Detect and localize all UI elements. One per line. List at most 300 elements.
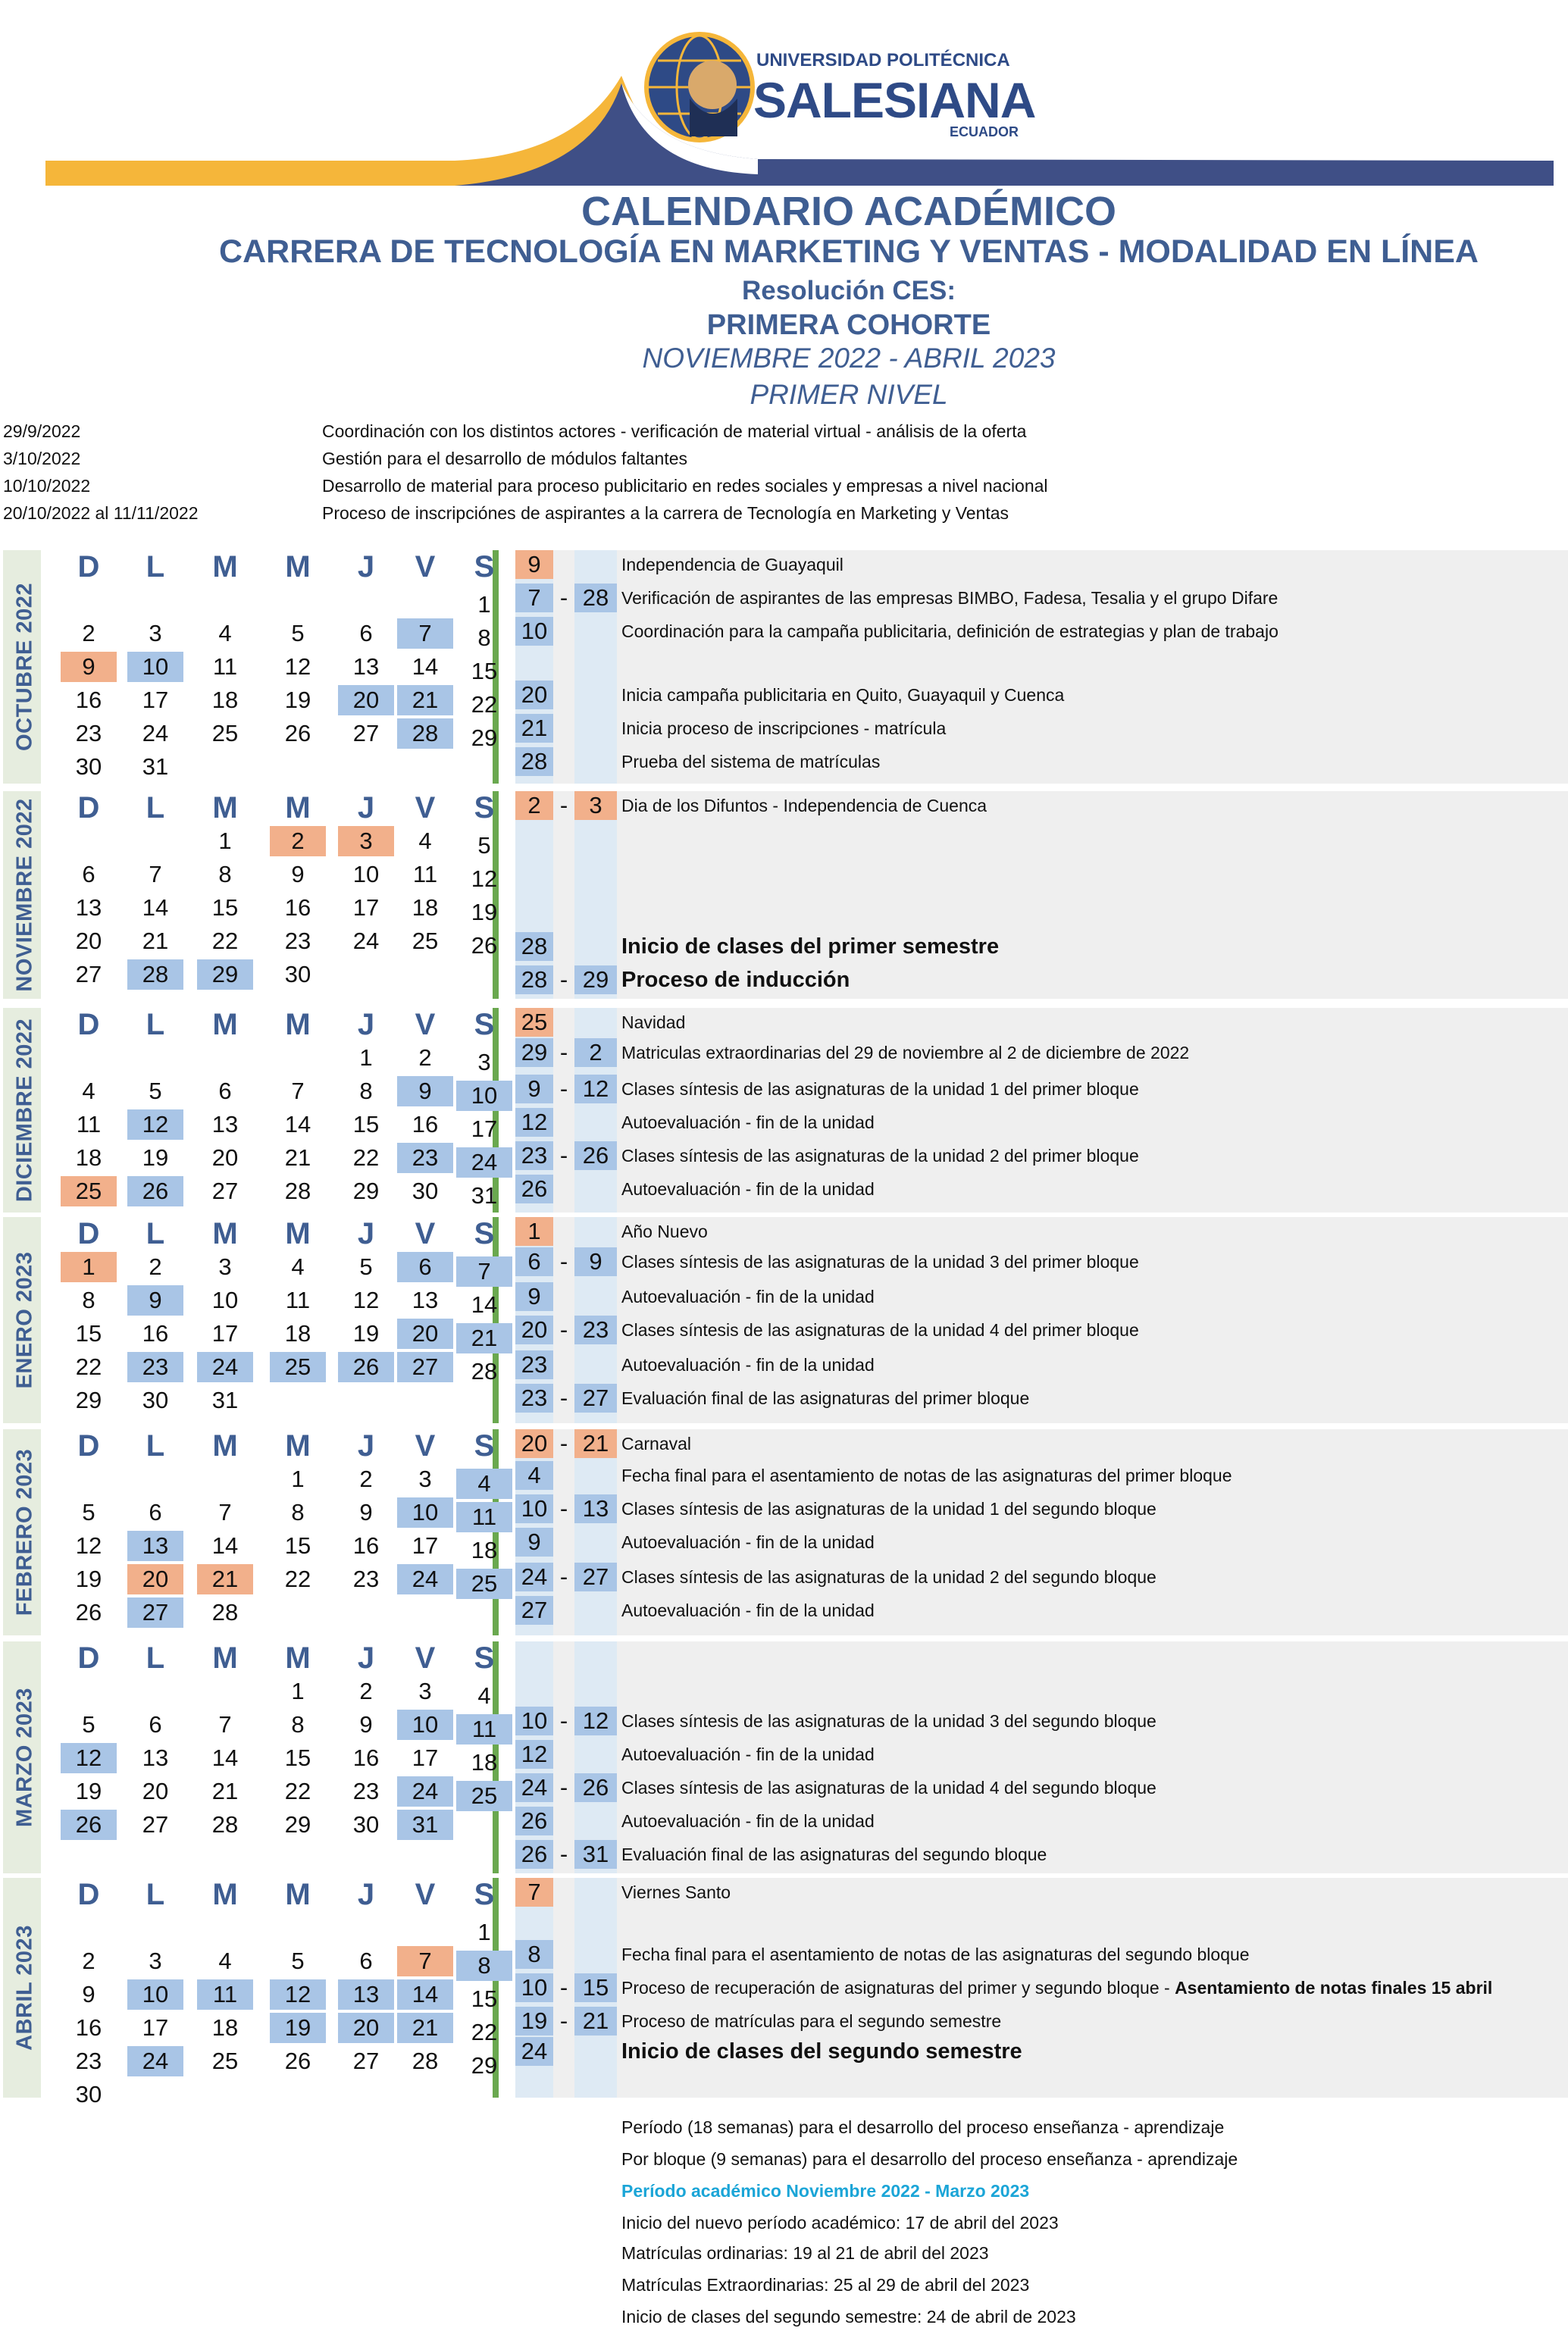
calendar-day[interactable]: 26 [75, 1599, 102, 1626]
event-end-day: 28 [574, 584, 617, 612]
calendar-day[interactable]: 13 [338, 1979, 394, 2010]
event-start-day: 27 [515, 1596, 553, 1625]
calendar-day[interactable]: 4 [291, 1253, 305, 1280]
calendar-day[interactable]: 28 [412, 2048, 439, 2074]
calendar-day[interactable]: 17 [211, 1320, 239, 1347]
calendar-day[interactable]: 28 [471, 1358, 498, 1385]
weekday-header: S [474, 1878, 495, 1911]
calendar-day[interactable]: 7 [397, 1946, 453, 1976]
event-description [621, 2007, 1001, 2036]
calendar-day[interactable]: 3 [418, 1678, 432, 1704]
calendar-day[interactable]: 20 [338, 685, 394, 715]
calendar-day[interactable]: 4 [477, 1682, 491, 1709]
calendar-day[interactable]: 11 [76, 1111, 102, 1137]
calendar-day[interactable]: 27 [142, 1811, 169, 1838]
event-start-day: 26 [515, 1175, 553, 1203]
event-start-day: 7 [515, 1878, 553, 1907]
event-row [0, 932, 1568, 961]
calendar-day[interactable]: 4 [82, 1078, 95, 1104]
calendar-day[interactable]: 14 [211, 1745, 239, 1771]
calendar-day[interactable]: 6 [359, 1948, 373, 1974]
calendar-day[interactable]: 8 [82, 1287, 95, 1313]
weekday-header: J [357, 1641, 375, 1675]
calendar-day[interactable]: 31 [142, 753, 169, 780]
calendar-day[interactable]: 6 [149, 1711, 162, 1738]
calendar-day[interactable]: 7 [218, 1499, 232, 1525]
weekday-header: L [146, 1878, 165, 1911]
calendar-day[interactable]: 20 [338, 2013, 394, 2043]
event-row [0, 1316, 1568, 1344]
calendar-day[interactable]: 28 [397, 718, 453, 749]
calendar-day[interactable]: 18 [75, 1144, 102, 1171]
calendar-day[interactable]: 1 [477, 591, 491, 618]
calendar-day[interactable]: 16 [142, 1320, 169, 1347]
calendar-day[interactable]: 10 [397, 1710, 453, 1740]
calendar-day[interactable]: 12 [352, 1287, 380, 1313]
month-block [0, 791, 1568, 999]
calendar-day[interactable]: 15 [75, 1320, 102, 1347]
calendar-day[interactable]: 26 [284, 2048, 311, 2074]
calendar-day[interactable]: 8 [291, 1499, 305, 1525]
calendar-day[interactable]: 17 [412, 1745, 439, 1771]
calendar-day[interactable]: 6 [218, 1078, 232, 1104]
calendar-day[interactable]: 9 [127, 1285, 183, 1316]
calendar-day[interactable]: 25 [412, 928, 439, 954]
event-range-dash: - [559, 2007, 568, 2034]
weekday-header: S [474, 791, 495, 825]
event-start-day: 24 [515, 1773, 553, 1802]
calendar-day[interactable]: 19 [284, 687, 311, 713]
calendar-day[interactable]: 15 [211, 894, 239, 921]
calendar-day[interactable]: 3 [218, 1253, 232, 1280]
calendar-day[interactable]: 29 [471, 724, 498, 751]
event-start-day: 23 [515, 1350, 553, 1379]
calendar-day[interactable]: 14 [284, 1111, 311, 1137]
event-description [621, 1596, 875, 1625]
event-row [0, 1973, 1568, 2002]
calendar-day[interactable]: 22 [284, 1778, 311, 1804]
calendar-day[interactable]: 11 [285, 1287, 311, 1313]
calendar-day[interactable]: 14 [412, 653, 439, 680]
month-label: FEBRERO 2023 [12, 1448, 37, 1616]
calendar-day[interactable]: 23 [352, 1778, 380, 1804]
calendar-day[interactable]: 26 [127, 1176, 183, 1206]
calendar-day[interactable]: 28 [211, 1599, 239, 1626]
calendar-day[interactable]: 8 [456, 1951, 512, 1981]
calendar-day[interactable]: 30 [352, 1811, 380, 1838]
calendar-day[interactable]: 11 [197, 1979, 253, 2010]
event-description [621, 1429, 691, 1458]
calendar-day[interactable]: 23 [352, 1566, 380, 1592]
calendar-day[interactable]: 13 [142, 1745, 169, 1771]
event-row [0, 617, 1568, 646]
calendar-day[interactable]: 9 [291, 861, 305, 887]
calendar-day[interactable]: 12 [284, 653, 311, 680]
calendar-day[interactable]: 18 [211, 687, 239, 713]
event-description [621, 1940, 1250, 1969]
calendar-day[interactable]: 18 [412, 894, 439, 921]
calendar-day[interactable]: 29 [352, 1178, 380, 1204]
logo-top-text: UNIVERSIDAD POLITÉCNICA [756, 50, 1010, 70]
calendar-day[interactable]: 5 [291, 1948, 305, 1974]
calendar-day[interactable]: 22 [471, 2019, 498, 2045]
calendar-day[interactable]: 17 [352, 894, 380, 921]
event-start-day: 9 [515, 1528, 553, 1557]
weekday-header: M [285, 1217, 311, 1250]
calendar-day[interactable]: 31 [211, 1387, 239, 1413]
calendar-day[interactable]: 3 [418, 1466, 432, 1492]
event-start-day: 8 [515, 1940, 553, 1969]
calendar-day[interactable]: 29 [75, 1387, 102, 1413]
calendar-day[interactable]: 13 [211, 1111, 239, 1137]
event-description-text: Proceso de matrículas para el segundo semestre [621, 2011, 1002, 2031]
calendar-day[interactable]: 5 [291, 620, 305, 646]
weekday-header: L [146, 1008, 165, 1041]
event-range-dash: - [559, 1075, 568, 1102]
calendar-day[interactable]: 10 [127, 1979, 183, 2010]
calendar-day[interactable]: 22 [75, 1353, 102, 1380]
calendar-day[interactable]: 10 [211, 1287, 239, 1313]
calendar-day[interactable]: 21 [397, 2013, 453, 2043]
event-description-text: Proceso de inducción [621, 968, 850, 992]
calendar-day[interactable]: 24 [127, 2046, 183, 2076]
calendar-day[interactable]: 23 [284, 928, 311, 954]
calendar-day[interactable]: 30 [412, 1178, 439, 1204]
calendar-day[interactable]: 11 [456, 1502, 512, 1532]
calendar-day[interactable]: 12 [471, 865, 498, 892]
calendar-day[interactable]: 8 [359, 1078, 373, 1104]
weekday-header: S [474, 1641, 495, 1675]
cohort-title: PRIMERA COHORTE [706, 309, 991, 341]
calendar-day[interactable]: 26 [338, 1352, 394, 1382]
calendar-day[interactable]: 16 [352, 1532, 380, 1559]
calendar-day[interactable]: 25 [61, 1176, 117, 1206]
calendar-day[interactable]: 10 [352, 861, 380, 887]
calendar-day[interactable]: 8 [291, 1711, 305, 1738]
calendar-day[interactable]: 20 [127, 1564, 183, 1594]
calendar-day[interactable]: 24 [397, 1564, 453, 1594]
calendar-day[interactable]: 27 [127, 1597, 183, 1628]
calendar-day[interactable]: 4 [456, 1469, 512, 1499]
calendar-day[interactable]: 14 [211, 1532, 239, 1559]
footer-note: Matrículas ordinarias: 19 al 21 de abril del 2023 [621, 2243, 989, 2263]
event-description [621, 2037, 1022, 2066]
calendar-day[interactable]: 11 [456, 1714, 512, 1745]
event-range-dash: - [559, 1385, 568, 1411]
calendar-day[interactable]: 8 [477, 624, 491, 651]
calendar-day[interactable]: 25 [270, 1352, 326, 1382]
calendar-day[interactable]: 26 [284, 720, 311, 746]
calendar-day[interactable]: 5 [149, 1078, 162, 1104]
calendar-day[interactable]: 1 [359, 1044, 373, 1071]
calendar-day[interactable]: 20 [211, 1144, 239, 1171]
event-end-day: 27 [574, 1563, 617, 1591]
calendar-day[interactable]: 29 [471, 2052, 498, 2079]
calendar-day[interactable]: 4 [418, 828, 432, 854]
calendar-day[interactable]: 24 [142, 720, 169, 746]
calendar-day[interactable]: 28 [211, 1811, 239, 1838]
calendar-day[interactable]: 27 [211, 1178, 239, 1204]
calendar-day[interactable]: 31 [471, 1182, 498, 1209]
calendar-day[interactable]: 19 [270, 2013, 326, 2043]
event-description-text: Navidad [621, 1012, 686, 1032]
calendar-day[interactable]: 23 [75, 720, 102, 746]
weekday-header: M [285, 1429, 311, 1463]
calendar-day[interactable]: 12 [61, 1743, 117, 1773]
calendar-day[interactable]: 7 [218, 1711, 232, 1738]
event-description-text: Año Nuevo [621, 1222, 708, 1241]
calendar-day[interactable]: 12 [270, 1979, 326, 2010]
calendar-day[interactable]: 1 [291, 1678, 305, 1704]
calendar-day[interactable]: 25 [456, 1781, 512, 1811]
event-description-text: Autoevaluación - fin de la unidad [621, 1601, 875, 1620]
calendar-day[interactable]: 30 [75, 2081, 102, 2107]
calendar-day[interactable]: 3 [149, 620, 162, 646]
event-description-text: Autoevaluación - fin de la unidad [621, 1355, 875, 1375]
calendar-day[interactable]: 14 [397, 1979, 453, 2010]
calendar-day[interactable]: 24 [397, 1776, 453, 1807]
calendar-day[interactable]: 9 [359, 1711, 373, 1738]
calendar-day[interactable]: 30 [75, 753, 102, 780]
calendar-day[interactable]: 7 [397, 618, 453, 649]
calendar-day[interactable]: 17 [412, 1532, 439, 1559]
calendar-day[interactable]: 11 [212, 653, 238, 680]
calendar-day[interactable]: 28 [284, 1178, 311, 1204]
calendar-day[interactable]: 3 [338, 826, 394, 856]
event-row [0, 1008, 1568, 1037]
calendar-day[interactable]: 10 [127, 652, 183, 682]
calendar-day[interactable]: 6 [359, 620, 373, 646]
calendar-day[interactable]: 16 [412, 1111, 439, 1137]
calendar-day[interactable]: 21 [397, 685, 453, 715]
calendar-day[interactable]: 10 [397, 1497, 453, 1528]
calendar-day[interactable]: 20 [142, 1778, 169, 1804]
calendar-day[interactable]: 9 [359, 1499, 373, 1525]
calendar-day[interactable]: 15 [284, 1532, 311, 1559]
calendar-day[interactable]: 4 [218, 1948, 232, 1974]
event-start-day: 24 [515, 1563, 553, 1591]
calendar-day[interactable]: 15 [471, 658, 498, 684]
event-row [0, 550, 1568, 579]
event-start-day: 12 [515, 1108, 553, 1137]
calendar-day[interactable]: 5 [477, 832, 491, 859]
calendar-day[interactable]: 18 [471, 1749, 498, 1776]
calendar-day[interactable]: 19 [142, 1144, 169, 1171]
calendar-day[interactable]: 13 [127, 1531, 183, 1561]
calendar-day[interactable]: 16 [284, 894, 311, 921]
intro-desc: Gestión para el desarrollo de módulos faltantes [322, 449, 688, 468]
calendar-day[interactable]: 31 [397, 1810, 453, 1840]
calendar-day[interactable]: 26 [61, 1810, 117, 1840]
calendar-day[interactable]: 3 [149, 1948, 162, 1974]
calendar-day[interactable]: 2 [149, 1253, 162, 1280]
calendar-day[interactable]: 19 [352, 1320, 380, 1347]
event-description-text: Viernes Santo [621, 1882, 731, 1902]
calendar-day[interactable]: 3 [477, 1049, 491, 1075]
calendar-day[interactable]: 24 [197, 1352, 253, 1382]
calendar-day[interactable]: 17 [142, 2014, 169, 2041]
calendar-day[interactable]: 9 [397, 1076, 453, 1106]
calendar-day[interactable]: 6 [397, 1252, 453, 1282]
event-description-text: Inicio de clases del primer semestre [621, 934, 1000, 959]
calendar-day[interactable]: 1 [477, 1919, 491, 1945]
event-end-day: 15 [574, 1973, 617, 2002]
calendar-day[interactable]: 16 [75, 2014, 102, 2041]
footer-note: Inicio de clases del segundo semestre: 24 de abril de 2023 [621, 2307, 1076, 2327]
weekday-header: D [77, 1008, 100, 1041]
calendar-day[interactable]: 30 [142, 1387, 169, 1413]
calendar-day[interactable]: 15 [352, 1111, 380, 1137]
calendar-day[interactable]: 11 [412, 861, 438, 887]
calendar-day[interactable]: 14 [471, 1291, 498, 1318]
event-description [621, 1108, 875, 1137]
calendar-day[interactable]: 19 [75, 1566, 102, 1592]
event-end-day: 2 [574, 1038, 617, 1067]
event-description [621, 1807, 875, 1835]
calendar-day[interactable]: 25 [211, 2048, 239, 2074]
calendar-day[interactable]: 15 [284, 1745, 311, 1771]
event-description [621, 1563, 1156, 1591]
calendar-day[interactable]: 1 [61, 1252, 117, 1282]
calendar-day[interactable]: 21 [211, 1778, 239, 1804]
event-description-text: Evaluación final de las asignaturas del segundo bloque [621, 1845, 1047, 1864]
month-block [0, 550, 1568, 784]
logo-main-text: SALESIANA [753, 72, 1036, 128]
calendar-day[interactable]: 6 [82, 861, 95, 887]
calendar-day[interactable]: 20 [75, 928, 102, 954]
calendar-day[interactable]: 24 [456, 1147, 512, 1178]
calendar-day[interactable]: 13 [352, 653, 380, 680]
calendar-day[interactable]: 5 [82, 1711, 95, 1738]
weekday-header: V [415, 1641, 436, 1675]
calendar-day[interactable]: 16 [75, 687, 102, 713]
event-start-day: 9 [515, 1282, 553, 1311]
event-start-day: 6 [515, 1247, 553, 1276]
calendar-day[interactable]: 16 [352, 1745, 380, 1771]
calendar-day[interactable]: 17 [471, 1116, 498, 1142]
calendar-day[interactable]: 24 [352, 928, 380, 954]
calendar-day[interactable]: 1 [291, 1466, 305, 1492]
calendar-day[interactable]: 2 [82, 620, 95, 646]
calendar-day[interactable]: 18 [284, 1320, 311, 1347]
calendar-day[interactable]: 2 [82, 1948, 95, 1974]
calendar-day[interactable]: 21 [197, 1564, 253, 1594]
event-range-dash: - [559, 1563, 568, 1590]
calendar-day[interactable]: 9 [82, 1981, 95, 2007]
calendar-day[interactable]: 22 [284, 1566, 311, 1592]
calendar-day[interactable]: 30 [284, 961, 311, 987]
weekday-header: V [415, 1217, 436, 1250]
event-start-day: 23 [515, 1141, 553, 1170]
calendar-day[interactable]: 7 [149, 861, 162, 887]
calendar-day[interactable]: 18 [211, 2014, 239, 2041]
weekday-header: V [415, 791, 436, 825]
event-description [621, 1316, 1139, 1344]
calendar-day[interactable]: 20 [397, 1319, 453, 1349]
intro-desc: Proceso de inscripciónes de aspirantes a la carrera de Tecnología en Marketing y Ventas [322, 503, 1009, 523]
calendar-day[interactable]: 6 [149, 1499, 162, 1525]
calendar-day[interactable]: 7 [456, 1256, 512, 1287]
calendar-day[interactable]: 29 [197, 959, 253, 990]
logo-country-text: ECUADOR [950, 124, 1019, 139]
calendar-day[interactable]: 19 [75, 1778, 102, 1804]
calendar-day[interactable]: 25 [456, 1569, 512, 1599]
event-start-day: 26 [515, 1807, 553, 1835]
event-start-day: 28 [515, 932, 553, 961]
weekday-header: S [474, 1008, 495, 1041]
event-description [621, 1075, 1139, 1103]
calendar-day[interactable]: 15 [471, 1985, 498, 2012]
calendar-day[interactable]: 2 [418, 1044, 432, 1071]
calendar-day[interactable]: 5 [82, 1499, 95, 1525]
event-start-day: 10 [515, 1494, 553, 1523]
calendar-day[interactable]: 9 [61, 652, 117, 682]
event-description [621, 1973, 1492, 2002]
calendar-day[interactable]: 10 [456, 1081, 512, 1111]
calendar-day[interactable]: 23 [75, 2048, 102, 2074]
calendar-day[interactable]: 27 [352, 720, 380, 746]
calendar-day[interactable]: 27 [397, 1352, 453, 1382]
page-title: CALENDARIO ACADÉMICO [581, 189, 1116, 234]
calendar-day[interactable]: 17 [142, 687, 169, 713]
calendar-day[interactable]: 12 [75, 1532, 102, 1559]
event-row [0, 1740, 1568, 1769]
event-description-text: Prueba del sistema de matrículas [621, 752, 881, 771]
calendar-day[interactable]: 2 [359, 1466, 373, 1492]
calendar-day[interactable]: 21 [284, 1144, 311, 1171]
calendar-day[interactable]: 13 [75, 894, 102, 921]
calendar-day[interactable]: 8 [218, 861, 232, 887]
calendar-day[interactable]: 23 [397, 1143, 453, 1173]
calendar-day[interactable]: 19 [471, 899, 498, 925]
calendar-day[interactable]: 25 [211, 720, 239, 746]
calendar-day[interactable]: 28 [127, 959, 183, 990]
calendar-day[interactable]: 14 [142, 894, 169, 921]
event-description-text: Clases síntesis de las asignaturas de la unidad 3 del primer bloque [621, 1252, 1139, 1272]
calendar-day[interactable]: 29 [284, 1811, 311, 1838]
calendar-day[interactable]: 21 [142, 928, 169, 954]
weekday-header: J [357, 550, 375, 584]
calendar-day[interactable]: 22 [471, 691, 498, 718]
calendar-day[interactable]: 23 [127, 1352, 183, 1382]
calendar-day[interactable]: 5 [359, 1253, 373, 1280]
calendar-day[interactable]: 1 [218, 828, 232, 854]
event-range-dash: - [559, 1316, 568, 1343]
calendar-day[interactable]: 22 [352, 1144, 380, 1171]
weekday-header: S [474, 550, 495, 584]
calendar-day[interactable]: 2 [359, 1678, 373, 1704]
calendar-day[interactable]: 22 [211, 928, 239, 954]
event-row [0, 1217, 1568, 1246]
calendar-day[interactable]: 2 [270, 826, 326, 856]
calendar-day[interactable]: 4 [218, 620, 232, 646]
event-end-day: 27 [574, 1384, 617, 1413]
event-row [0, 2007, 1568, 2036]
event-description [621, 965, 850, 994]
calendar-day[interactable]: 21 [456, 1323, 512, 1353]
calendar-day[interactable]: 13 [412, 1287, 439, 1313]
event-end-day: 26 [574, 1141, 617, 1170]
weekday-header: M [285, 1878, 311, 1911]
calendar-day[interactable]: 7 [291, 1078, 305, 1104]
calendar-day[interactable]: 27 [75, 961, 102, 987]
event-start-day: 12 [515, 1740, 553, 1769]
calendar-day[interactable]: 26 [471, 932, 498, 959]
event-row [0, 1707, 1568, 1735]
calendar-day[interactable]: 12 [127, 1109, 183, 1140]
calendar-day[interactable]: 27 [352, 2048, 380, 2074]
calendar-day[interactable]: 18 [471, 1537, 498, 1563]
